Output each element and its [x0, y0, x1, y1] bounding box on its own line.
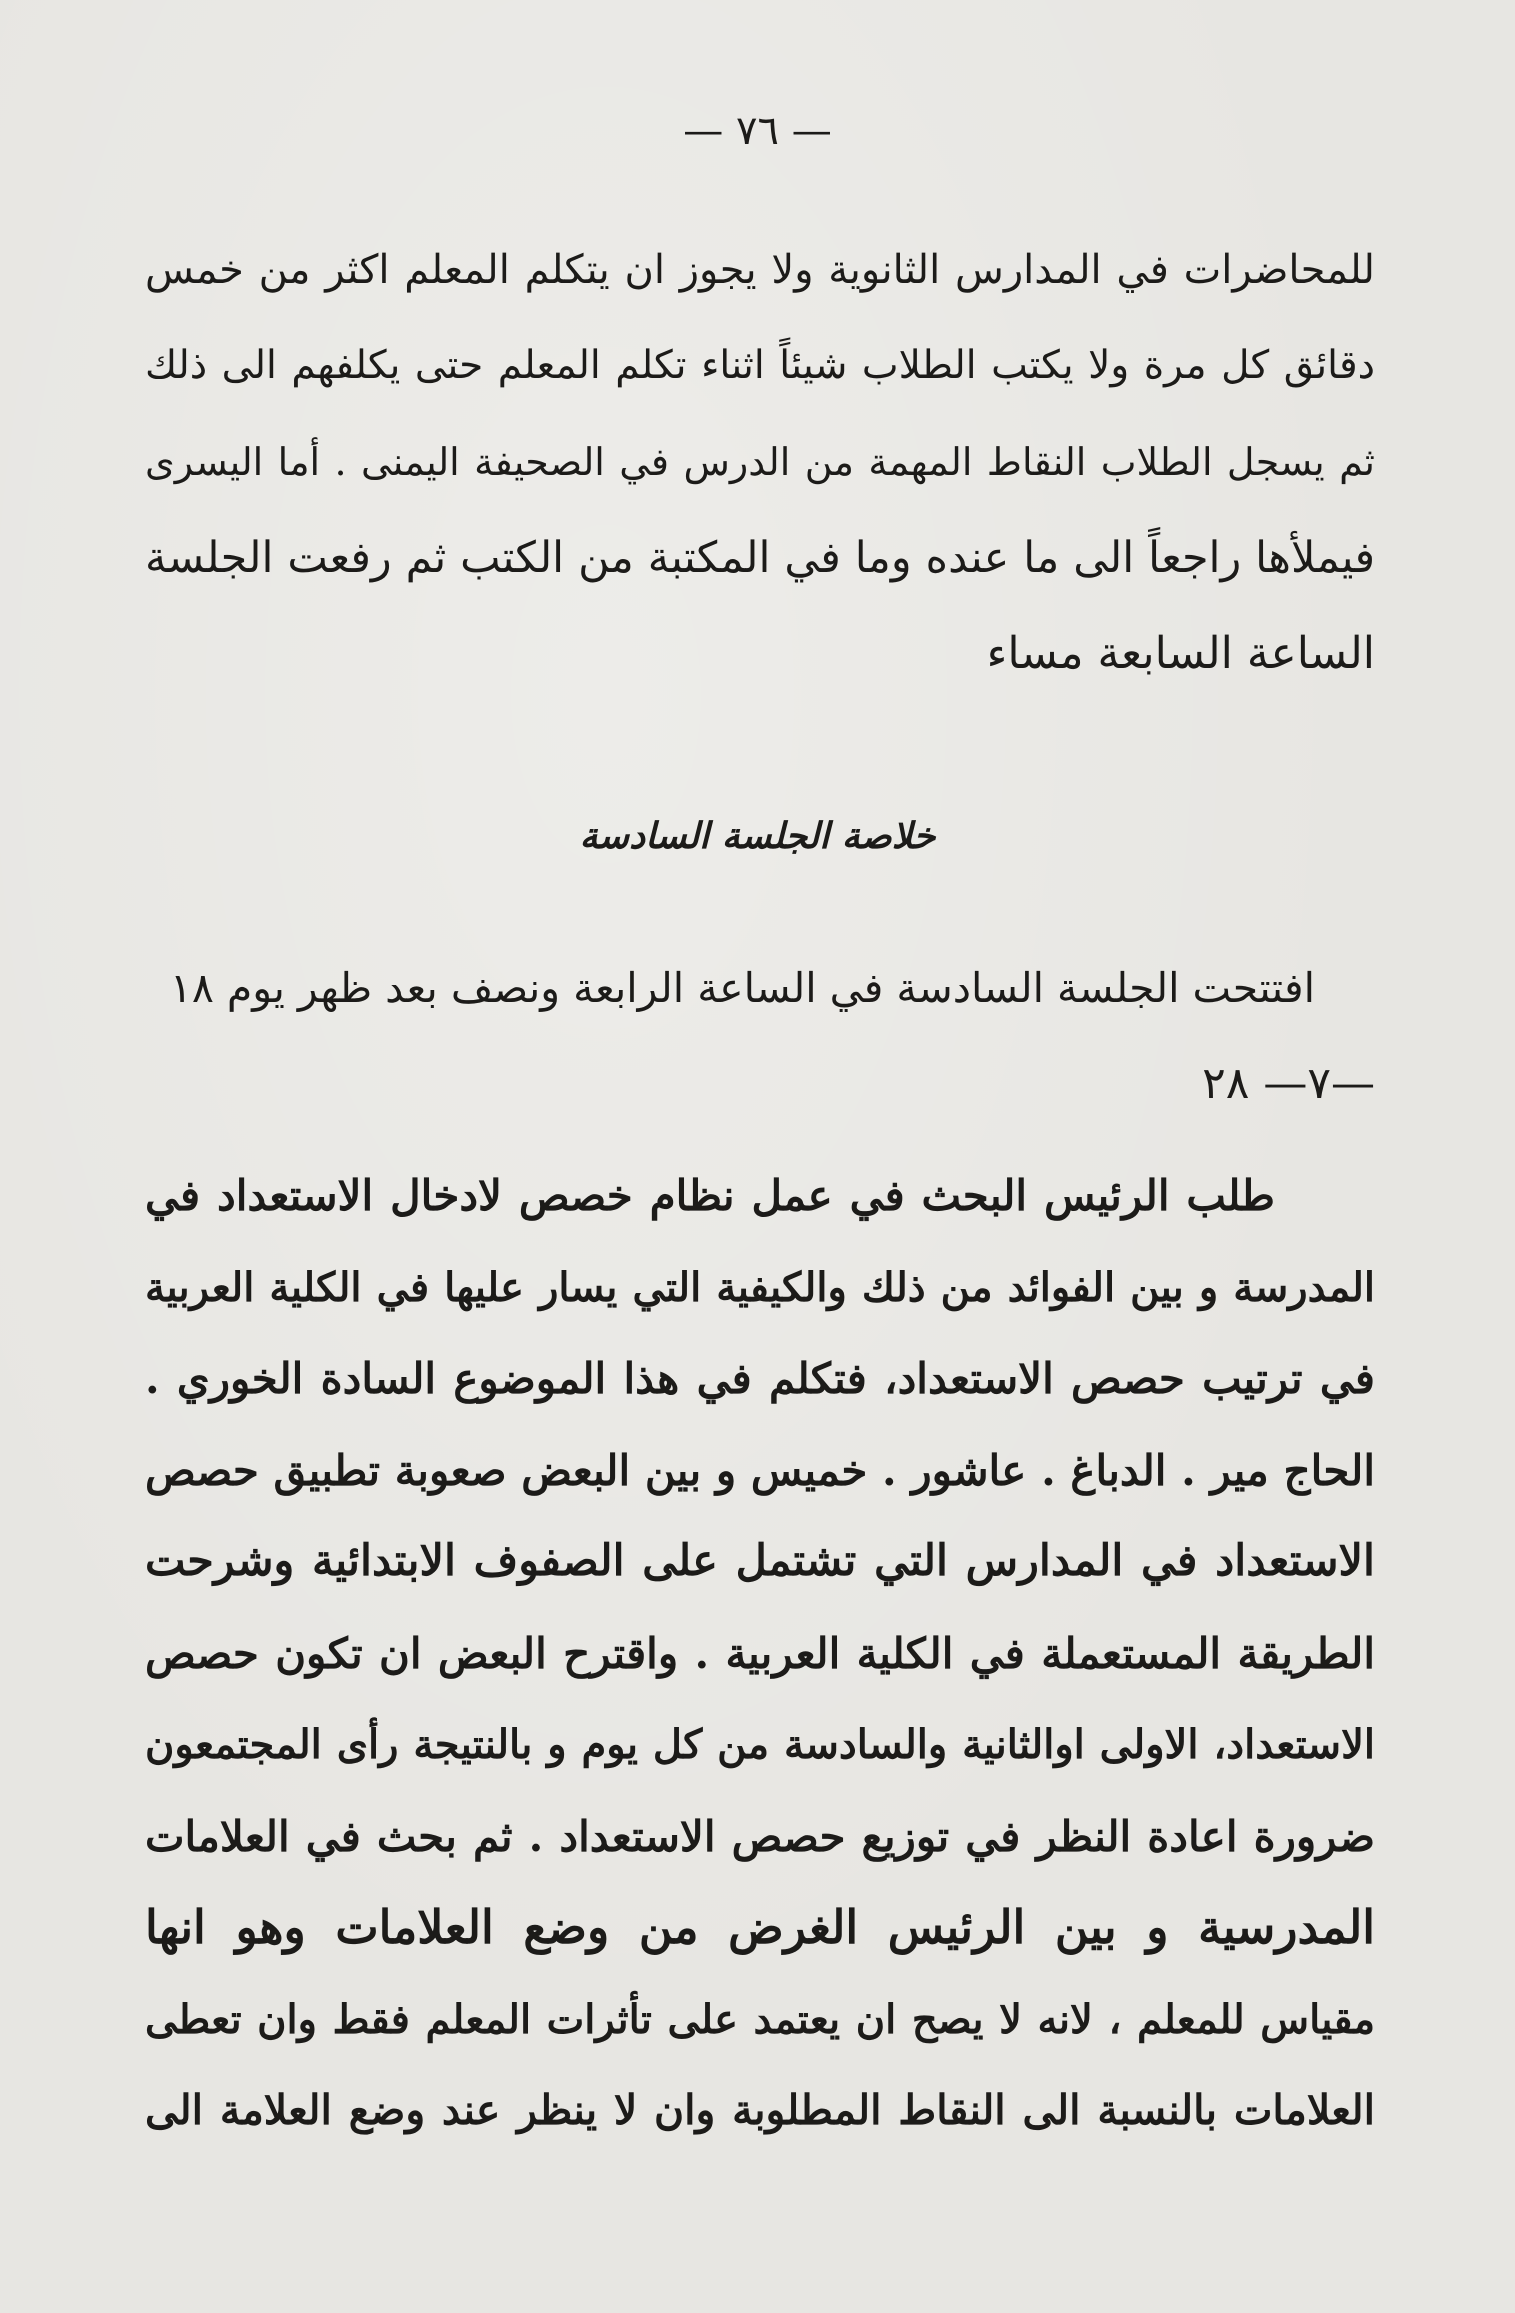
paragraph-1-line: دقائق كل مرة ولا يكتب الطلاب شيئاً اثناء تكلم المعلم حتى يكلفهم الى ذلك — [145, 343, 1375, 388]
paragraph-3-line: في ترتيب حصص الاستعداد، فتكلم في هذا الموضوع السادة الخوري . — [145, 1354, 1375, 1403]
paragraph-3-line: الحاج مير . الدباغ . عاشور . خميس و بين البعض صعوبة تطبيق حصص — [145, 1445, 1375, 1495]
paragraph-3-line: المدرسية و بين الرئيس الغرض من وضع العلامات وهو انها — [145, 1900, 1375, 1954]
paragraph-3-line: الاستعداد في المدارس التي تشتمل على الصفوف الابتدائية وشرحت — [145, 1536, 1375, 1586]
section-heading: خلاصة الجلسة السادسة — [579, 815, 936, 857]
paragraph-3-line: ضرورة اعادة النظر في توزيع حصص الاستعداد . ثم بحث في العلامات — [145, 1811, 1375, 1861]
paragraph-1 — [145, 222, 1375, 702]
paragraph-3-line: مقياس للمعلم ، لانه لا يصح ان يعتمد على تأثرات المعلم فقط وان تعطى — [145, 1995, 1375, 2043]
paragraph-3-line: المدرسة و بين الفوائد من ذلك والكيفية التي يسار عليها في الكلية العربية — [145, 1263, 1375, 1311]
page-number: — ٧٦ — — [683, 108, 832, 154]
paragraph-3 — [145, 1150, 1375, 2157]
paragraph-3-line: الاستعداد، الاولى اوالثانية والسادسة من كل يوم و بالنتيجة رأى المجتمعون — [145, 1721, 1375, 1768]
paragraph-2-line: —٧— ٢٨ — [1202, 1058, 1375, 1109]
paragraph-1-line: للمحاضرات في المدارس الثانوية ولا يجوز ان يتكلم المعلم اكثر من خمس — [145, 247, 1375, 293]
paragraph-2-line: افتتحت الجلسة السادسة في الساعة الرابعة ونصف بعد ظهر يوم ١٨ — [169, 964, 1315, 1012]
paragraph-1-line: الساعة السابعة مساء — [986, 628, 1375, 679]
paragraph-3-line: الطريقة المستعملة في الكلية العربية . واقترح البعض ان تكون حصص — [145, 1628, 1375, 1678]
paragraph-1-line: فيملأها راجعاً الى ما عنده وما في المكتبة من الكتب ثم رفعت الجلسة — [145, 533, 1375, 583]
paragraph-1-line: ثم يسجل الطلاب النقاط المهمة من الدرس في الصحيفة اليمنى . أما اليسرى — [145, 440, 1375, 484]
paragraph-3-line: العلامات بالنسبة الى النقاط المطلوبة وان لا ينظر عند وضع العلامة الى — [145, 2086, 1375, 2134]
paragraph-3-line: طلب الرئيس البحث في عمل نظام خصص لادخال الاستعداد في — [145, 1171, 1275, 1220]
paragraph-2 — [145, 940, 1375, 1132]
